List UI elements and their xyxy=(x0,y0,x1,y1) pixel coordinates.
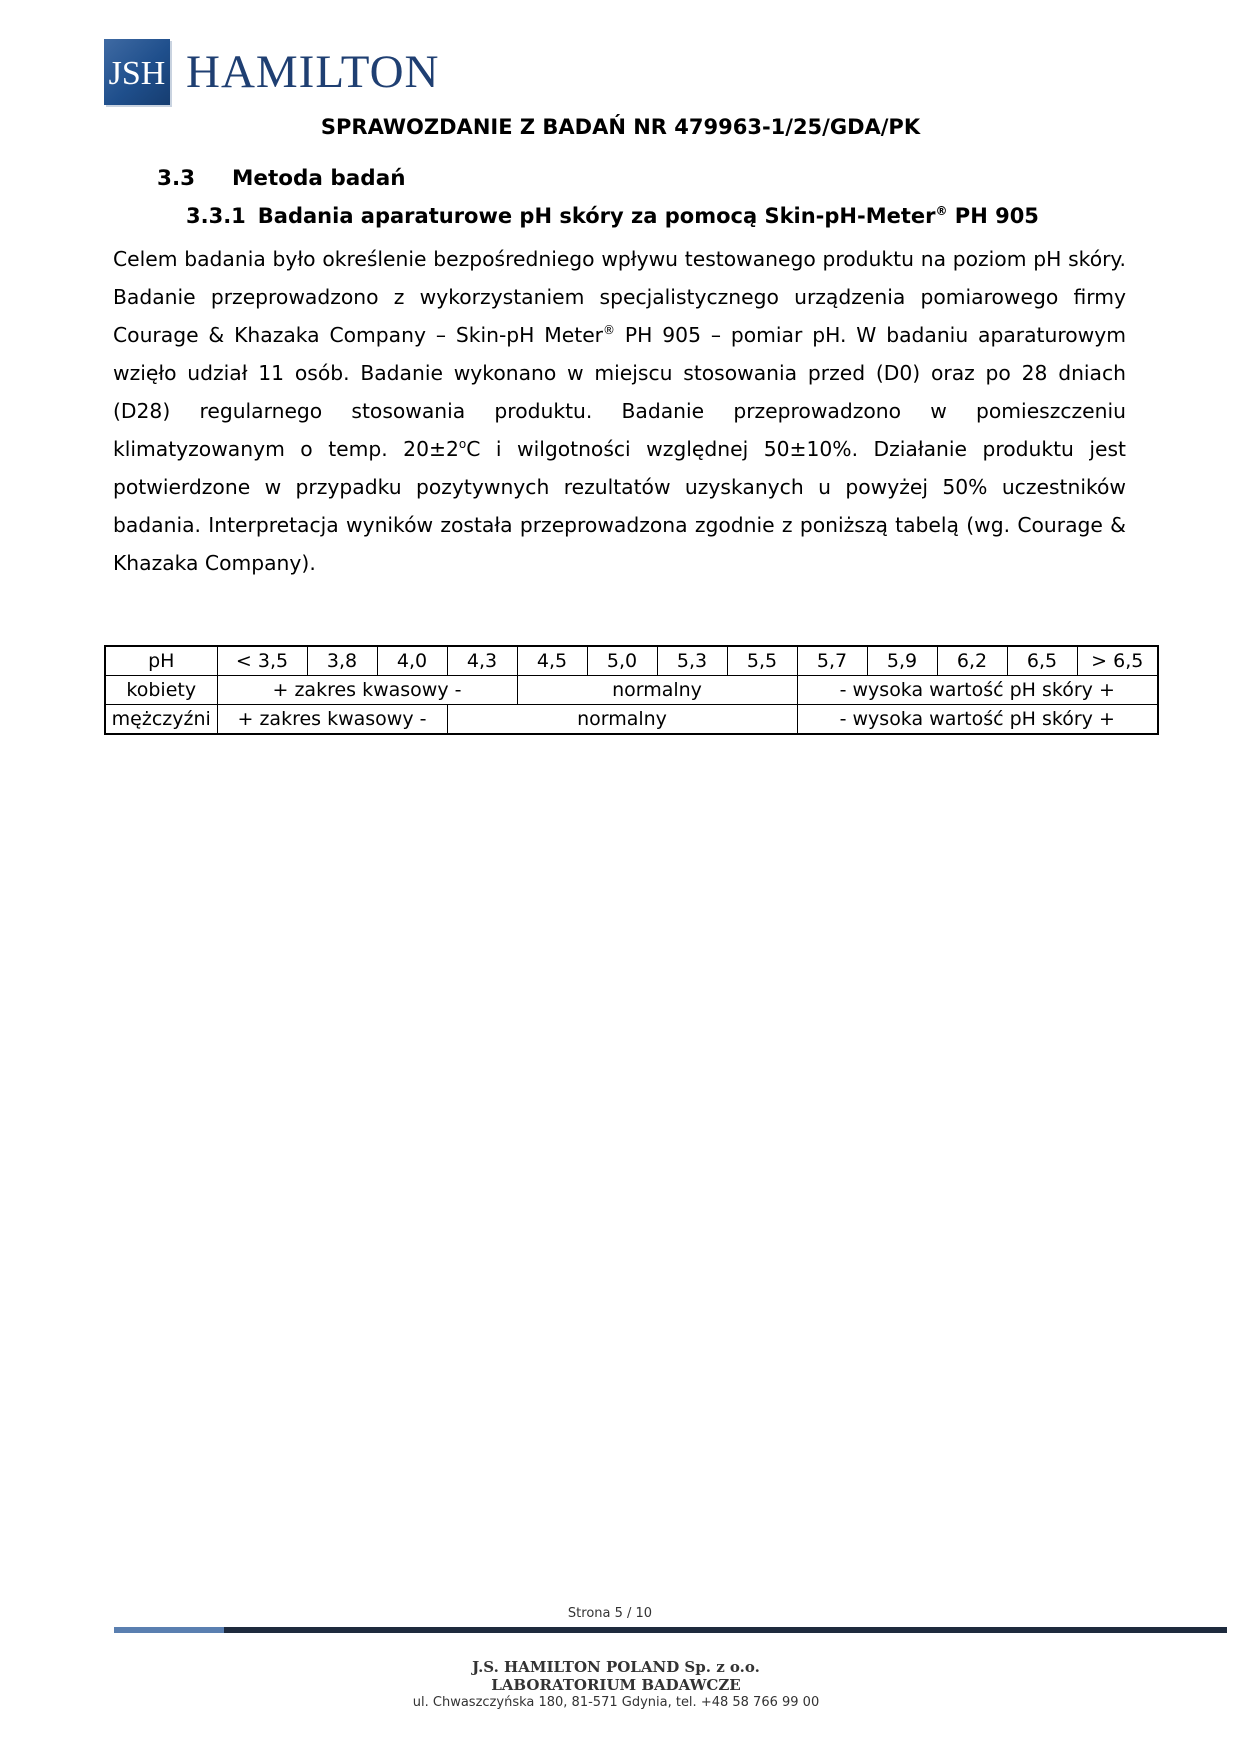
footer-address: ul. Chwaszczyńska 180, 81-571 Gdynia, tel. +48 58 766 99 00 xyxy=(412,1695,820,1710)
normal-range-cell: normalny xyxy=(447,705,797,735)
logo-wordmark: HAMILTON xyxy=(186,45,440,98)
footer-company: J.S. HAMILTON POLAND Sp. z o.o. xyxy=(472,1658,760,1676)
section-number: 3.3 xyxy=(157,166,196,191)
ph-interpretation-table xyxy=(104,645,1159,735)
subsection-heading xyxy=(186,204,1039,228)
header-cell: > 6,5 xyxy=(1077,646,1158,676)
header-cell: 5,3 xyxy=(657,646,727,676)
method-description xyxy=(113,240,1126,582)
table-row-women xyxy=(105,676,1158,705)
header-cell: 4,5 xyxy=(517,646,587,676)
header-cell: 5,5 xyxy=(727,646,797,676)
paragraph-text-2: PH 905 – pomiar pH. W badaniu aparaturowym wzięło udział 11 osób. Badanie wykonano w miejscu stosowania przed (D0) oraz po 28 dniach (D28) regularnego stosowania produktu. Badanie przeprowadzono w pomieszczeniu klimatyzowanym o temp. 20±2 xyxy=(113,323,1126,461)
company-logo xyxy=(104,38,439,106)
header-cell: pH xyxy=(105,646,217,676)
page-footer xyxy=(0,1658,1232,1712)
degree-mark: o xyxy=(458,437,467,452)
footer-divider xyxy=(224,1627,1227,1633)
acid-range-cell: + zakres kwasowy - xyxy=(217,705,447,735)
header-cell: 4,3 xyxy=(447,646,517,676)
subsection-title: Badania aparaturowe pH skóry za pomocą Skin-pH-Meter xyxy=(257,204,936,228)
high-range-cell: - wysoka wartość pH skóry + xyxy=(797,676,1158,705)
header-cell: 5,0 xyxy=(587,646,657,676)
paragraph xyxy=(113,240,1126,582)
header-cell: 5,7 xyxy=(797,646,867,676)
table-header-row xyxy=(105,646,1158,676)
row-label: mężczyźni xyxy=(105,705,217,735)
header-cell: 6,5 xyxy=(1007,646,1077,676)
paragraph-text-1: Celem badania było określenie bezpośredniego wpływu testowanego produktu na poziom pH skóry. Badanie przeprowadzono z wykorzystaniem specjalistycznego urządzenia pomiarowego firmy Courage & Khazaka Company – Skin-pH Meter xyxy=(113,247,1126,347)
row-label: kobiety xyxy=(105,676,217,705)
header-cell: < 3,5 xyxy=(217,646,307,676)
table-row-men xyxy=(105,705,1158,735)
header-cell: 4,0 xyxy=(377,646,447,676)
header-cell: 6,2 xyxy=(937,646,1007,676)
svg-text:JSH: JSH xyxy=(108,55,166,92)
page-number: Strona 5 / 10 xyxy=(567,1606,653,1621)
header-cell: 5,9 xyxy=(867,646,937,676)
high-range-cell: - wysoka wartość pH skóry + xyxy=(797,705,1158,735)
subsection-title-end: PH 905 xyxy=(947,204,1039,228)
footer-divider-accent xyxy=(114,1627,224,1633)
section-heading xyxy=(157,166,406,191)
normal-range-cell: normalny xyxy=(517,676,797,705)
report-title: SPRAWOZDANIE Z BADAŃ NR 479963-1/25/GDA/PK xyxy=(320,115,921,139)
registered-mark: ® xyxy=(603,323,616,338)
footer-lab: LABORATORIUM BADAWCZE xyxy=(491,1676,741,1694)
acid-range-cell: + zakres kwasowy - xyxy=(217,676,517,705)
registered-mark: ® xyxy=(935,204,948,218)
paragraph-text-3: C i wilgotności względnej 50±10%. Działanie produktu jest potwierdzone w przypadku pozytywnych rezultatów uzyskanych u powyżej 50% uczestników badania. Interpretacja wyników została przeprowadzona zgodnie z poniższą tabelą (wg. Courage & Khazaka Company). xyxy=(113,437,1127,575)
section-title: Metoda badań xyxy=(232,166,406,191)
logo-monogram xyxy=(104,39,170,105)
subsection-number: 3.3.1 xyxy=(186,204,246,228)
header-cell: 3,8 xyxy=(307,646,377,676)
